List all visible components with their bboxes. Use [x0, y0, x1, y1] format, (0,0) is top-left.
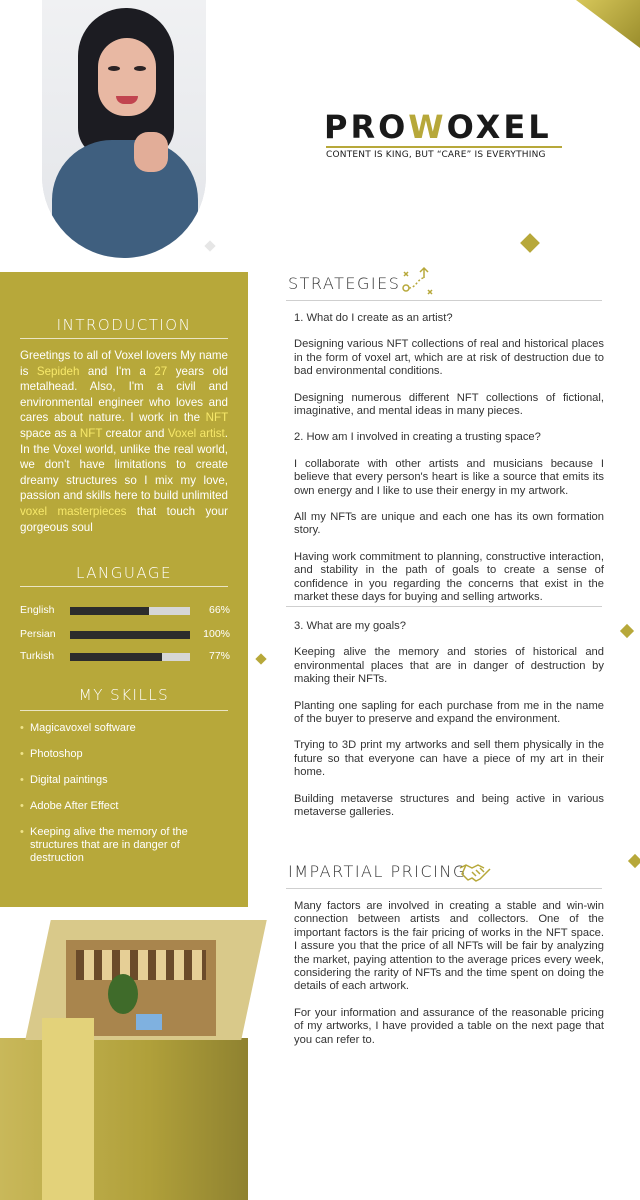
- tagline-rule: [326, 146, 562, 148]
- cube-decoration: [255, 653, 266, 664]
- skill-item: • Photoshop: [20, 748, 230, 761]
- paragraph: Designing various NFT collections of real and historical places in the form of voxel art, which are at risk of destruction due to bad environmental conditions.: [294, 338, 604, 378]
- strategies-body: [294, 312, 604, 618]
- section-divider: [286, 606, 602, 607]
- pricing-body: [294, 900, 604, 1060]
- language-row-turkish: [20, 650, 230, 664]
- question-1: 1. What do I create as an artist?: [294, 312, 453, 324]
- introduction-title: INTRODUCTION: [56, 316, 192, 334]
- brand-tagline: CONTENT IS KING, BUT “CARE” IS EVERYTHING: [326, 150, 546, 160]
- language-name: Persian: [20, 628, 56, 640]
- skills-title: MY SKILLS: [78, 686, 170, 704]
- question-2: 2. How am I involved in creating a trusting space?: [294, 431, 541, 444]
- cube-decoration: [520, 233, 540, 253]
- skill-item: • Digital paintings: [20, 774, 230, 787]
- profile-photo: [42, 0, 206, 258]
- cube-decoration: [204, 240, 215, 251]
- voxel-building-image: [0, 918, 248, 1200]
- skill-item: • Adobe After Effect: [20, 800, 230, 813]
- section-divider: [286, 888, 602, 889]
- skill-item: • Magicavoxel software: [20, 722, 230, 735]
- paragraph: Designing numerous different NFT collections of fictional, imaginative, and mental ideas in many pieces.: [294, 391, 604, 418]
- cube-decoration: [628, 854, 640, 868]
- skills-list: [20, 722, 230, 878]
- pricing-title: IMPARTIAL PRICING: [288, 862, 467, 881]
- paragraph: Having work commitment to planning, constructive interaction, and stability in the path of goals to create a sense of confidence in you regarding the concerns that exist in the market these days for buying and selling artworks.: [294, 550, 604, 604]
- paragraph: Building metaverse structures and being active in various metaverse galleries.: [294, 792, 604, 819]
- language-percent: 66%: [208, 604, 230, 616]
- strategy-icon: [398, 264, 438, 298]
- paragraph: For your information and assurance of the reasonable pricing of my artworks, I have provided a table on the next page that you can refer to.: [294, 1006, 604, 1046]
- paragraph: Many factors are involved in creating a stable and win-win connection between artists and collectors. One of the important factors is the fair pricing of works in the NFT space. I assure you that the price of all NFTs will be fair by analyzing the market, paying attention to the average prices every week, considering the rarity of NFTs and the time spent on doing the details of each artwork.: [294, 900, 604, 993]
- paragraph: Keeping alive the memory and stories of historical and environmental places that are in danger of destruction by making their NFTs.: [294, 646, 604, 686]
- language-bar: [70, 607, 190, 615]
- language-percent: 77%: [208, 650, 230, 662]
- section-divider: [0, 338, 248, 339]
- handshake-icon: [458, 860, 494, 884]
- language-title: LANGUAGE: [76, 564, 172, 582]
- cube-decoration: [620, 624, 634, 638]
- skill-item: • Keeping alive the memory of the structures that are in danger of destruction: [20, 826, 230, 865]
- introduction-text: Greetings to all of Voxel lovers My name is Sepideh and I'm a 27 years old metalhead. Also, I'm a civil and environmental engineer who loves and cares about nature. I work in the NFT space as a NFT creator and Voxel artist. In the Voxel world, unlike the real world, we don't have limitations to create dreamy structures so I mix my love, passion and skills here to build unlimited voxel masterpieces that touch your gorgeous soul: [20, 349, 229, 534]
- section-divider: [286, 300, 602, 301]
- question-3: 3. What are my goals?: [294, 620, 406, 632]
- language-bar: [70, 631, 190, 639]
- language-row-english: [20, 604, 230, 618]
- paragraph: All my NFTs are unique and each one has its own formation story.: [294, 511, 604, 537]
- language-bar: [70, 653, 190, 661]
- section-divider: [0, 710, 248, 711]
- brand-logo: PROWOXEL: [324, 108, 552, 146]
- language-name: Turkish: [20, 650, 55, 662]
- goals-body: [294, 620, 604, 832]
- language-row-persian: [20, 628, 230, 642]
- strategies-title: STRATEGIES: [288, 274, 401, 293]
- corner-decoration: [576, 0, 640, 48]
- paragraph: Planting one sapling for each purchase from me in the name of the buyer to preserve and expand the environment.: [294, 699, 604, 726]
- language-percent: 100%: [203, 628, 230, 640]
- section-divider: [0, 586, 248, 587]
- language-name: English: [20, 604, 55, 616]
- paragraph: I collaborate with other artists and musicians because I believe that every person's heart is like a source that emits its own energy and I like to use their energy in my artwork.: [294, 457, 604, 497]
- paragraph: Trying to 3D print my artworks and sell them physically in the future so that everyone can have a piece of my art in their home.: [294, 739, 604, 779]
